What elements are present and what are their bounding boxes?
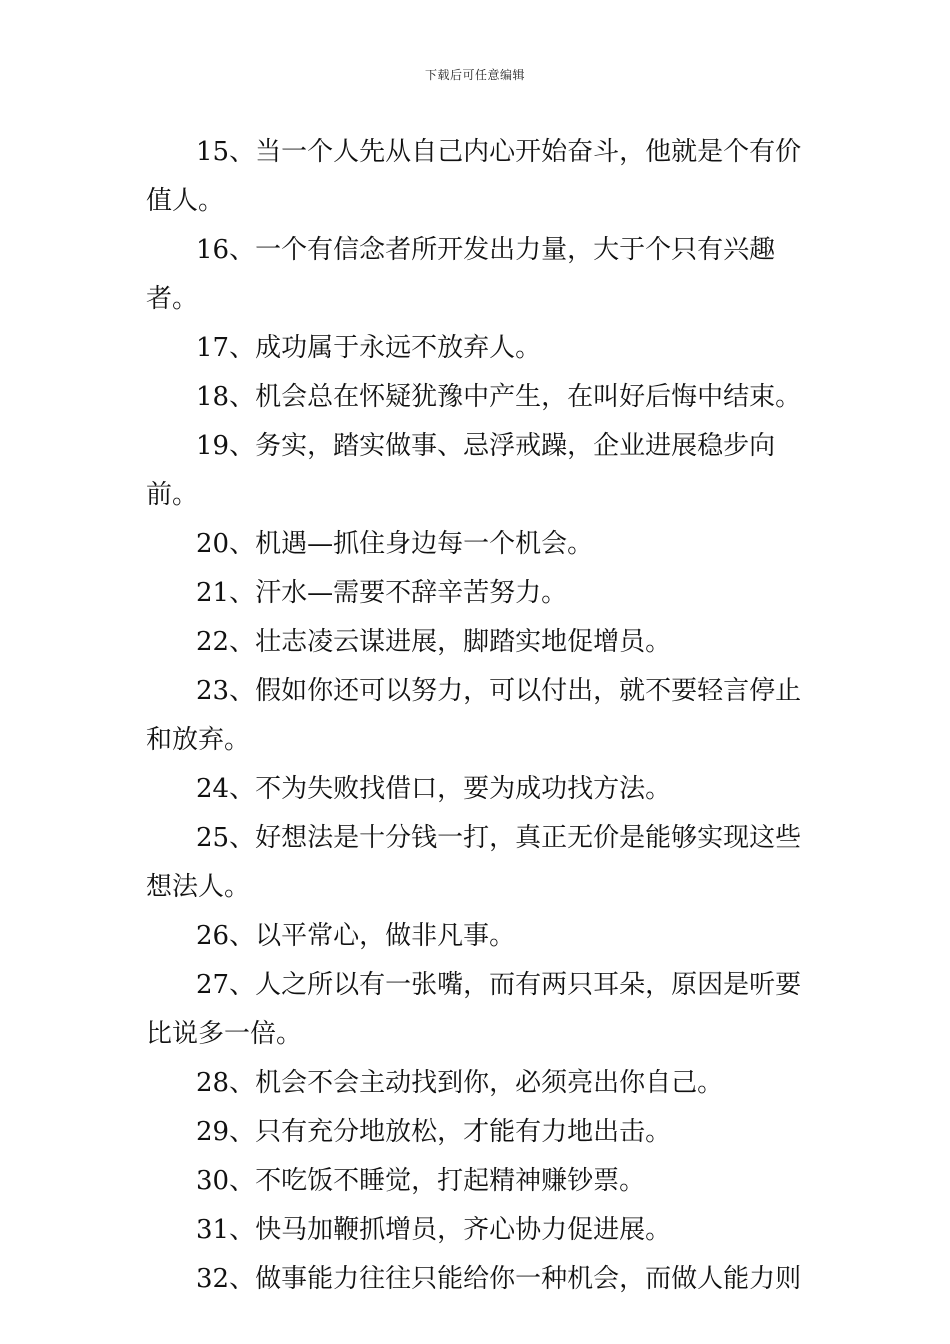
paragraph-20: 20、机遇—抓住身边每一个机会。 <box>196 529 594 559</box>
document-body <box>146 128 810 1304</box>
paragraph-18: 18、机会总在怀疑犹豫中产生，在叫好后悔中结束。 <box>196 382 802 412</box>
paragraph-30: 30、不吃饭不睡觉，打起精神赚钞票。 <box>196 1166 646 1196</box>
paragraph-31: 31、快马加鞭抓增员，齐心协力促进展。 <box>196 1215 672 1245</box>
paragraph-32: 32、做事能力往往只能给你一种机会，而做人能力则 <box>196 1264 802 1294</box>
paragraph-19: 19、务实，踏实做事、忌浮戒躁，企业进展稳步向前。 <box>146 431 776 510</box>
paragraph-27: 27、人之所以有一张嘴，而有两只耳朵，原因是听要比说多一倍。 <box>146 970 802 1049</box>
paragraph-28: 28、机会不会主动找到你，必须亮出你自己。 <box>196 1068 724 1098</box>
paragraph-26: 26、以平常心，做非凡事。 <box>196 921 516 951</box>
page-header: 下载后可任意编辑 <box>424 68 525 82</box>
paragraph-29: 29、只有充分地放松，才能有力地出击。 <box>196 1117 672 1147</box>
paragraph-22: 22、壮志凌云谋进展，脚踏实地促增员。 <box>196 627 672 657</box>
paragraph-21: 21、汗水—需要不辞辛苦努力。 <box>196 578 568 608</box>
paragraph-25: 25、好想法是十分钱一打，真正无价是能够实现这些想法人。 <box>146 823 802 902</box>
paragraph-24: 24、不为失败找借口，要为成功找方法。 <box>196 774 672 804</box>
paragraph-16: 16、一个有信念者所开发出力量，大于个只有兴趣者。 <box>146 235 776 314</box>
paragraph-23: 23、假如你还可以努力，可以付出，就不要轻言停止和放弃。 <box>146 676 802 755</box>
paragraph-15: 15、当一个人先从自己内心开始奋斗，他就是个有价值人。 <box>146 137 802 216</box>
paragraph-17: 17、成功属于永远不放弃人。 <box>196 333 542 363</box>
